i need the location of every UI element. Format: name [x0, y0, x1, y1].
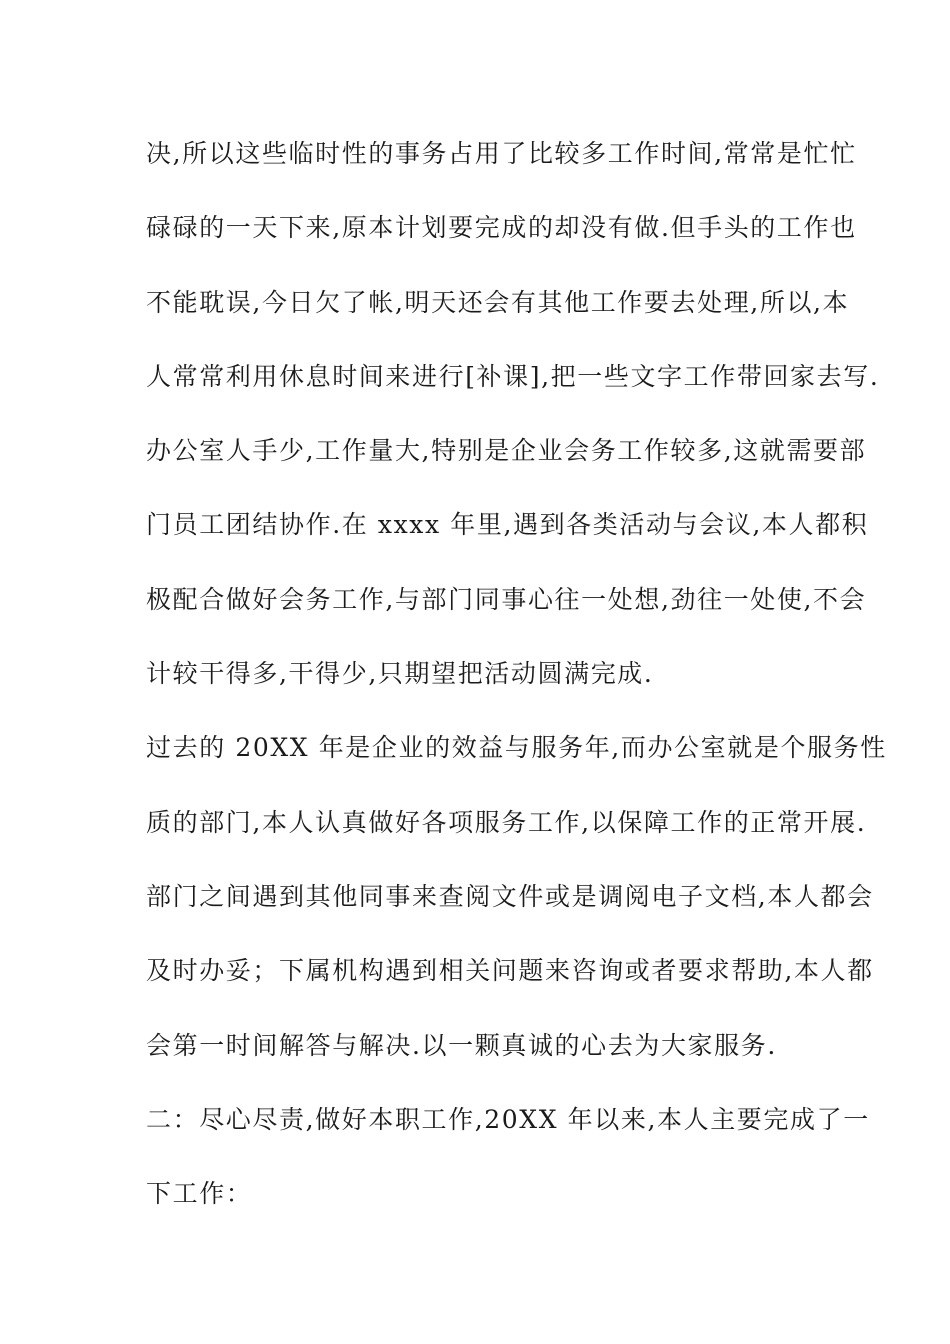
- text-line: 不能耽误,今日欠了帐,明天还会有其他工作要去处理,所以,本: [146, 287, 850, 317]
- text-line: 决,所以这些临时性的事务占用了比较多工作时间,常常是忙忙: [146, 139, 857, 168]
- text-line: 部门之间遇到其他同事来查阅文件或是调阅电子文档,本人都会: [146, 881, 874, 911]
- text-line: 及时办妥；下属机构遇到相关问题来咨询或者要求帮助,本人都: [146, 956, 874, 986]
- text-line: 过去的 20XX 年是企业的效益与服务年,而办公室就是个服务性: [146, 733, 887, 763]
- text-line: 办公室人手少,工作量大,特别是企业会务工作较多,这就需要部: [146, 436, 867, 466]
- text-line: 二：尽心尽责,做好本职工作,20XX 年以来,本人主要完成了一: [146, 1104, 870, 1134]
- text-line: 下工作：: [146, 1179, 253, 1209]
- text-line: 质的部门,本人认真做好各项服务工作,以保障工作的正常开展.: [146, 807, 867, 837]
- text-line: 碌碌的一天下来,原本计划要完成的却没有做.但手头的工作也: [146, 213, 857, 243]
- text-line: 会第一时间解答与解决.以一颗真诚的心去为大家服务.: [146, 1030, 777, 1060]
- text-line: 人常常利用休息时间来进行[补课],把一些文字工作带回家去写.: [146, 361, 880, 391]
- text-line: 极配合做好会务工作,与部门同事心往一处想,劲往一处使,不会: [146, 584, 867, 614]
- text-line: 门员工团结协作.在 xxxx 年里,遇到各类活动与会议,本人都积: [146, 510, 869, 540]
- text-line: 计较干得多,干得少,只期望把活动圆满完成.: [146, 659, 654, 689]
- document-body: [146, 127, 887, 1241]
